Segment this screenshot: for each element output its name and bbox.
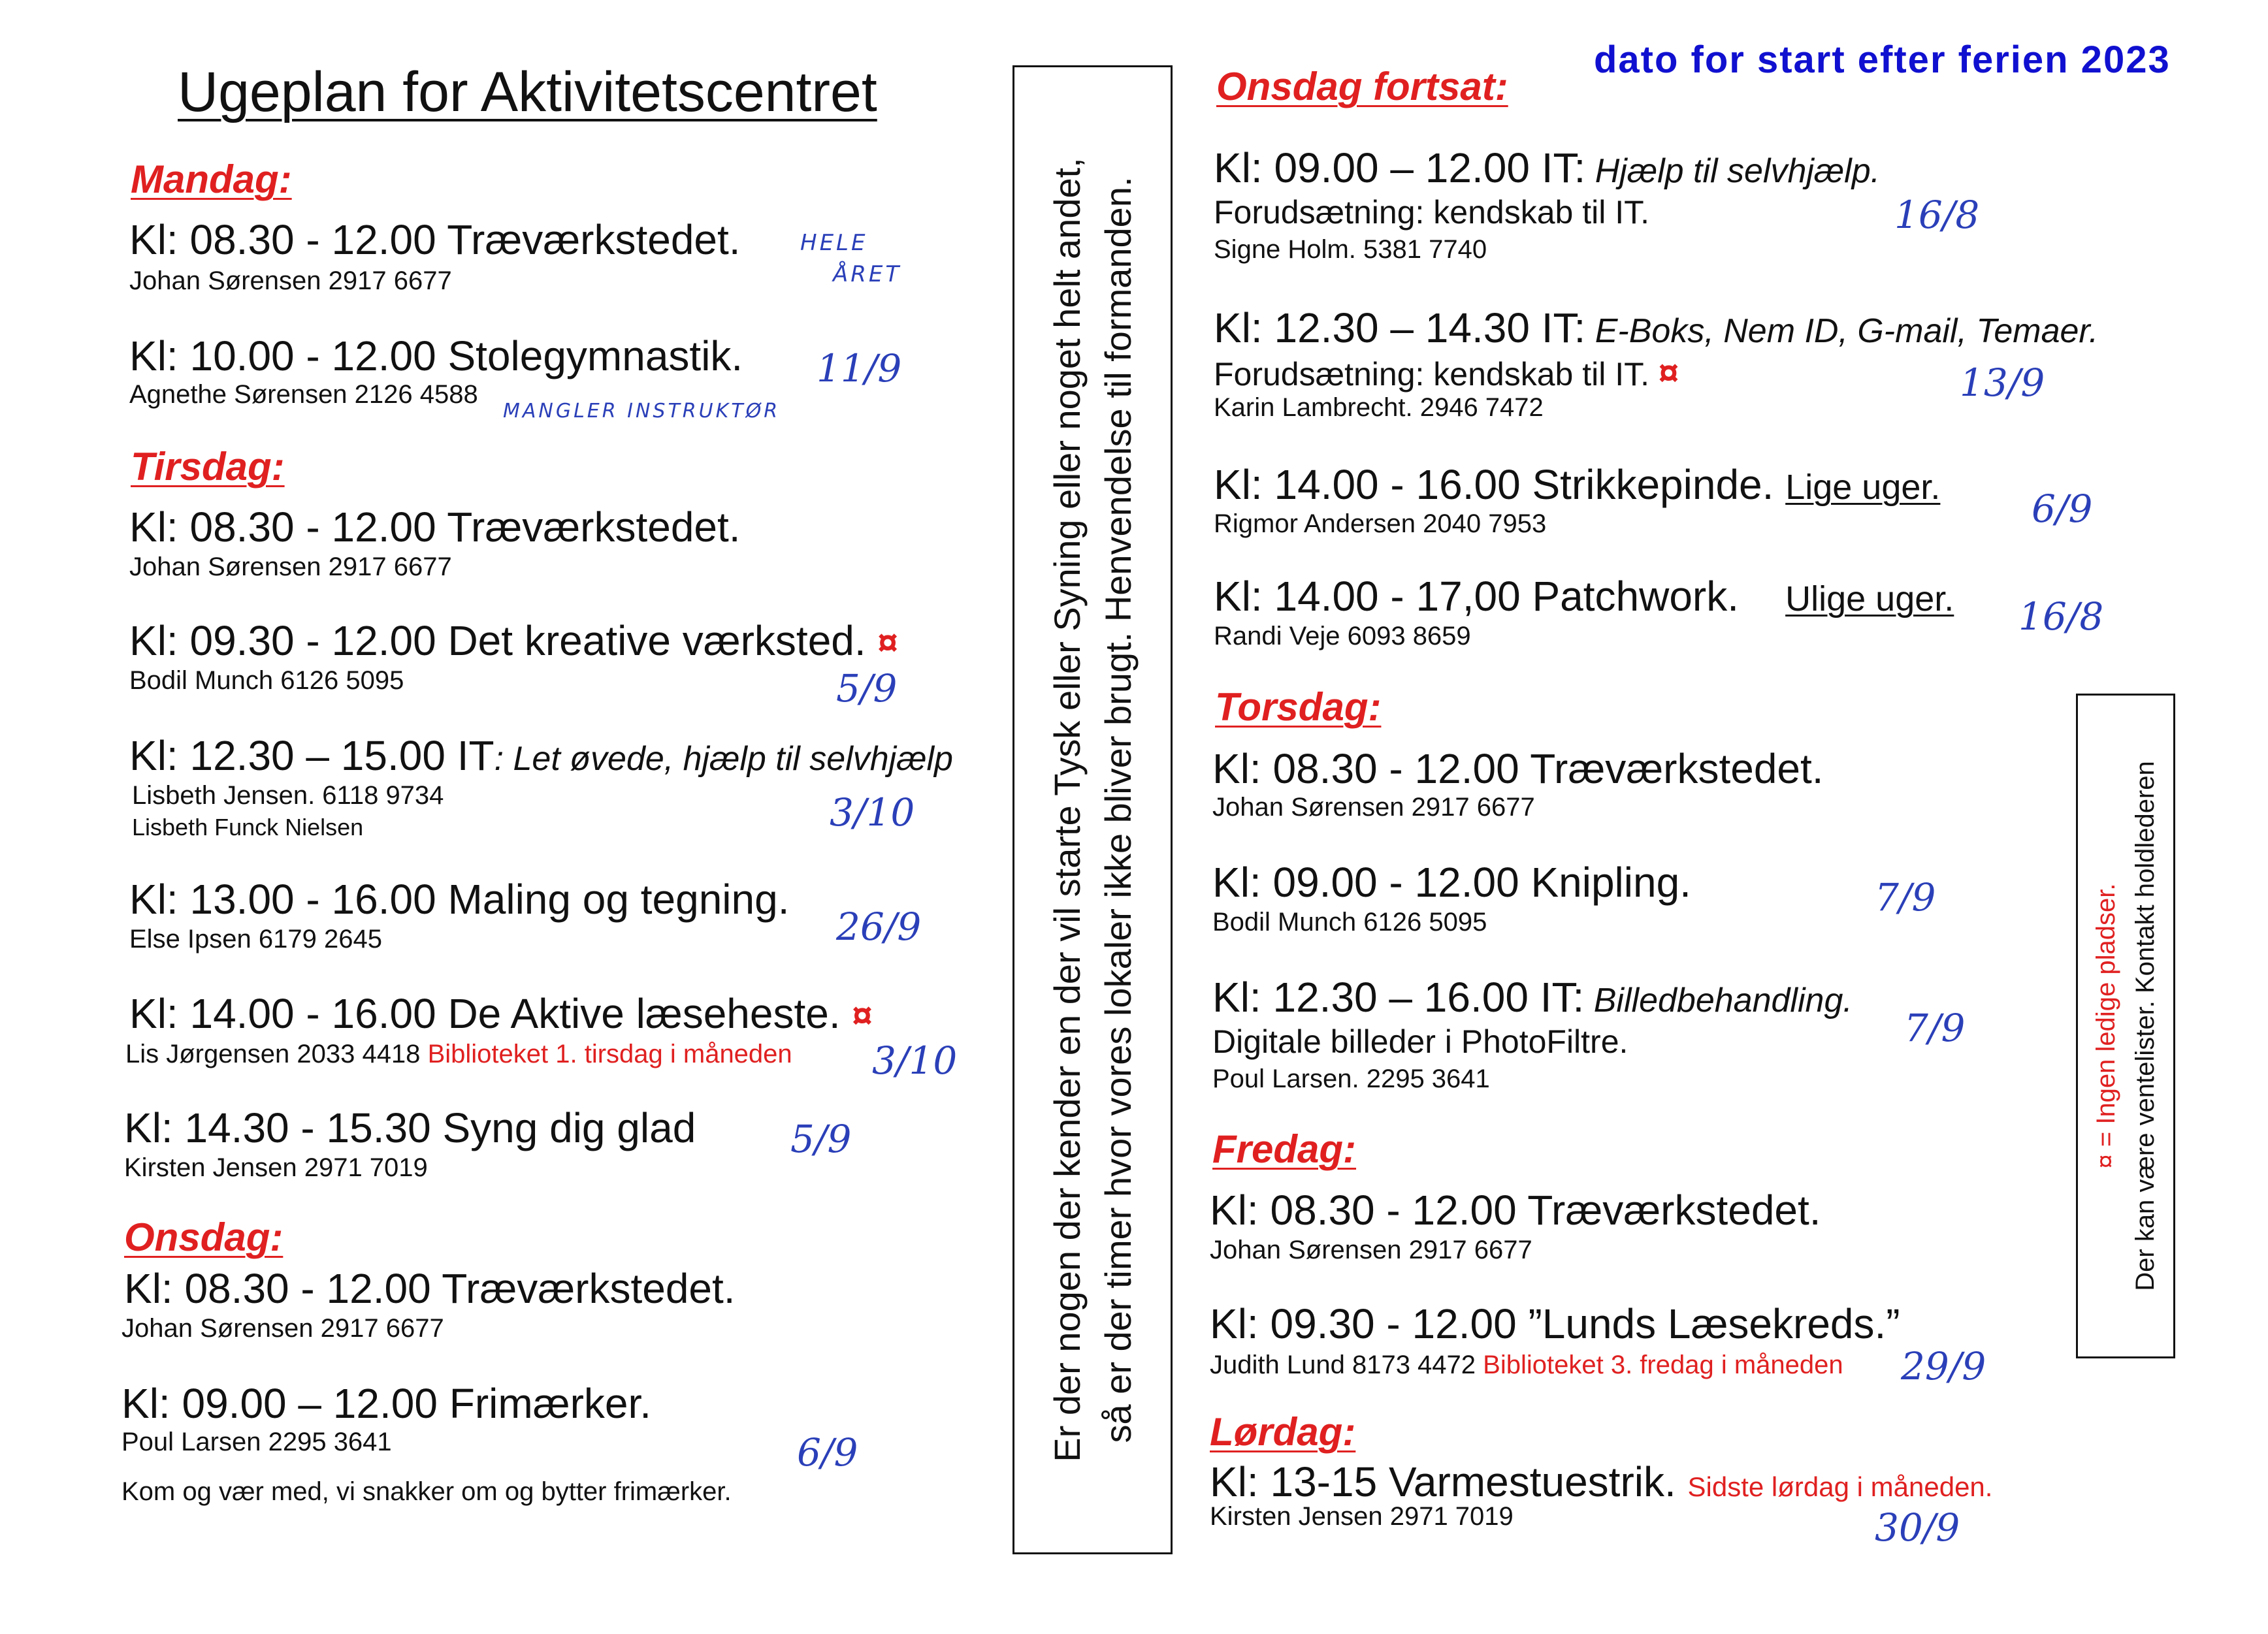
handwritten-date: 13/9 — [1960, 360, 2045, 405]
day-heading-torsdag: Torsdag: — [1215, 685, 1382, 729]
handwritten-date: 5/9 — [790, 1117, 852, 1161]
activity-contact: Poul Larsen 2295 3641 — [122, 1428, 392, 1456]
activity-title: Kl: 08.30 - 12.00 Træværkstedet. — [1212, 745, 1824, 792]
activity-contact: Lis Jørgensen 2033 4418 Biblioteket 1. tirsdag i måneden — [125, 1040, 792, 1068]
day-heading-onsdag-fortsat: Onsdag fortsat: — [1216, 65, 1508, 108]
handwritten-note: MANGLER INSTRUKTØR — [503, 400, 781, 423]
activity-title: Kl: 08.30 - 12.00 Træværkstedet. — [124, 1265, 736, 1312]
handwritten-date: 11/9 — [817, 346, 902, 391]
handwritten-date: 7/9 — [1875, 875, 1936, 920]
day-heading-mandag: Mandag: — [131, 157, 292, 201]
handwritten-date: 3/10 — [872, 1038, 958, 1083]
activity-title: Kl: 08.30 - 12.00 Træværkstedet. — [129, 504, 741, 551]
activity-title: Kl: 08.30 - 12.00 Træværkstedet. — [1210, 1187, 1821, 1234]
activity-title: Kl: 12.30 – 16.00 IT: Billedbehandling. — [1212, 974, 1853, 1021]
activity-contact: Lisbeth Jensen. 6118 9734 — [132, 781, 444, 810]
day-heading-onsdag: Onsdag: — [124, 1215, 284, 1259]
handwritten-date: 16/8 — [2018, 594, 2104, 639]
handwritten-date: 5/9 — [836, 666, 898, 711]
page-title: Ugeplan for Aktivitetscentret — [178, 61, 877, 123]
activity-title: Kl: 09.30 - 12.00 ”Lunds Læsekreds.” — [1210, 1300, 1900, 1347]
day-heading-tirsdag: Tirsdag: — [131, 445, 285, 489]
activity-title: Kl: 14.00 - 17,00 Patchwork. Ulige uger. — [1214, 573, 1954, 620]
handwritten-date: 6/9 — [797, 1430, 858, 1475]
handwritten-note: ÅRET — [833, 261, 902, 287]
activity-contact: Judith Lund 8173 4472 Biblioteket 3. fredag i måneden — [1210, 1351, 1843, 1379]
handwritten-date: 3/10 — [830, 790, 915, 835]
no-vacancy-icon: ¤ — [877, 622, 898, 663]
activity-requirement: Forudsætning: kendskab til IT. — [1214, 194, 1649, 231]
activity-contact: Rigmor Andersen 2040 7953 — [1214, 509, 1547, 538]
start-date-banner: dato for start efter ferien 2023 — [1594, 39, 2171, 81]
activity-contact: Bodil Munch 6126 5095 — [129, 666, 404, 695]
no-vacancy-icon: ¤ — [2092, 1154, 2120, 1169]
activity-contact: Johan Sørensen 2917 6677 — [129, 553, 452, 581]
activity-subtitle: Digitale billeder i PhotoFiltre. — [1212, 1023, 1628, 1060]
activity-title: Kl: 09.00 - 12.00 Knipling. — [1212, 859, 1691, 906]
legend-line: = Ingen ledige pladser. — [2092, 883, 2120, 1147]
activity-title: Kl: 09.00 – 12.00 IT: Hjælp til selvhjælp. — [1214, 144, 1881, 191]
activity-contact: Else Ipsen 6179 2645 — [129, 925, 382, 953]
activity-title: Kl: 08.30 - 12.00 Træværkstedet. — [129, 216, 741, 263]
activity-title: Kl: 13-15 Varmestuestrik. Sidste lørdag i måneden. — [1210, 1458, 1993, 1505]
activity-requirement: Forudsætning: kendskab til IT. ¤ — [1214, 352, 1679, 393]
activity-contact: Johan Sørensen 2917 6677 — [1210, 1236, 1532, 1264]
activity-contact: Kirsten Jensen 2971 7019 — [1210, 1502, 1514, 1531]
activity-note: Kom og vær med, vi snakker om og bytter frimærker. — [122, 1477, 732, 1506]
activity-title: Kl: 14.30 - 15.30 Syng dig glad — [124, 1104, 696, 1151]
handwritten-date: 29/9 — [1901, 1344, 1986, 1388]
side-note-line: så er der timer hvor vores lokaler ikke bliver brugt. Henvendelse til formanden. — [1097, 176, 1139, 1443]
side-note-line: Er der nogen der kender en der vil starte Tysk eller Syning eller noget helt andet, — [1046, 157, 1088, 1462]
no-vacancy-icon: ¤ — [852, 995, 873, 1036]
activity-contact: Bodil Munch 6126 5095 — [1212, 908, 1487, 937]
activity-contact: Randi Veje 6093 8659 — [1214, 622, 1471, 650]
handwritten-date: 16/8 — [1894, 193, 1980, 237]
activity-contact: Lisbeth Funck Nielsen — [132, 814, 364, 841]
handwritten-date: 6/9 — [2032, 487, 2093, 531]
activity-title: Kl: 12.30 – 14.30 IT: E-Boks, Nem ID, G-mail, Temaer. — [1214, 304, 2099, 351]
legend-box — [2076, 694, 2175, 1358]
handwritten-date: 26/9 — [836, 905, 922, 949]
activity-title: Kl: 09.00 – 12.00 Frimærker. — [122, 1380, 652, 1427]
legend-line: Der kan være ventelister. Kontakt holdlederen — [2131, 761, 2160, 1291]
day-heading-lordag: Lørdag: — [1210, 1410, 1356, 1454]
activity-contact: Poul Larsen. 2295 3641 — [1212, 1065, 1490, 1093]
activity-title: Kl: 10.00 - 12.00 Stolegymnastik. — [129, 332, 743, 379]
side-note-box — [1012, 65, 1173, 1554]
activity-contact: Johan Sørensen 2917 6677 — [122, 1314, 444, 1343]
activity-title: Kl: 09.30 - 12.00 Det kreative værksted. ¤ — [129, 617, 898, 664]
activity-contact: Signe Holm. 5381 7740 — [1214, 235, 1487, 264]
handwritten-note: HELE — [800, 230, 868, 256]
activity-contact: Johan Sørensen 2917 6677 — [1212, 793, 1535, 822]
activity-title: Kl: 12.30 – 15.00 IT: Let øvede, hjælp til selvhjælp — [129, 732, 953, 779]
no-vacancy-icon: ¤ — [1658, 352, 1679, 393]
handwritten-date: 7/9 — [1904, 1006, 1966, 1050]
activity-contact: Agnethe Sørensen 2126 4588 — [129, 380, 478, 409]
day-heading-fredag: Fredag: — [1212, 1127, 1357, 1171]
activity-contact: Kirsten Jensen 2971 7019 — [124, 1153, 428, 1182]
activity-title: Kl: 14.00 - 16.00 Strikkepinde. Lige uger. — [1214, 461, 1941, 508]
activity-contact: Karin Lambrecht. 2946 7472 — [1214, 393, 1544, 422]
handwritten-date: 30/9 — [1875, 1505, 1960, 1550]
activity-contact: Johan Sørensen 2917 6677 — [129, 266, 452, 295]
activity-title: Kl: 13.00 - 16.00 Maling og tegning. — [129, 876, 790, 923]
activity-title: Kl: 14.00 - 16.00 De Aktive læseheste. ¤ — [129, 990, 873, 1037]
